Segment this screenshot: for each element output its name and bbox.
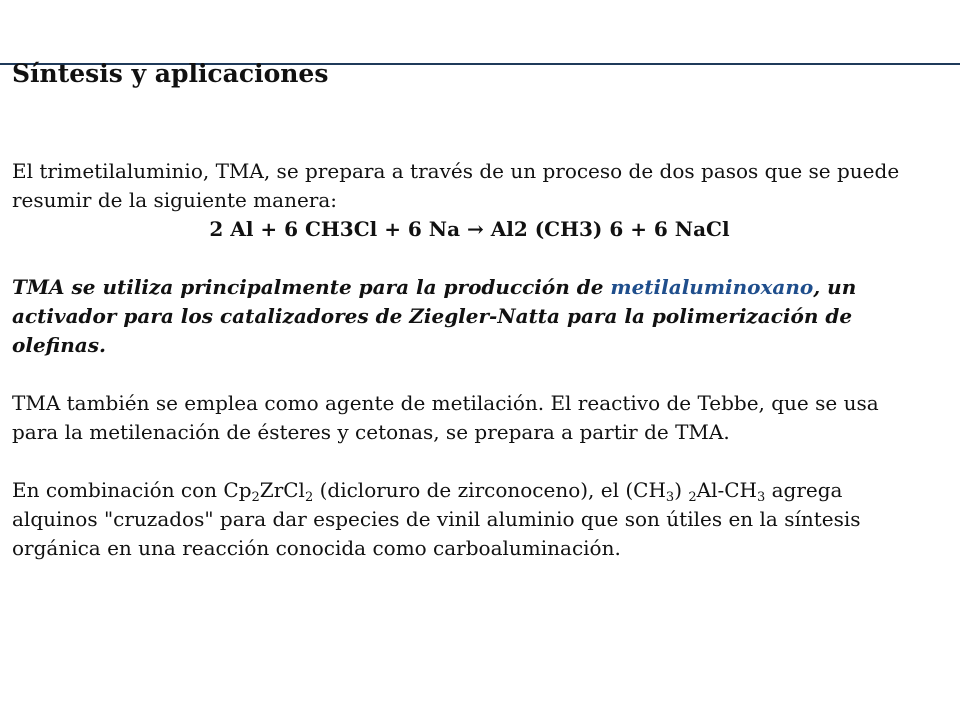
text-segment: ZrCl — [259, 478, 305, 502]
usage-text-before: TMA se utiliza principalmente para la producción de — [12, 275, 611, 299]
subscript: 3 — [756, 490, 766, 505]
slide-body — [12, 157, 927, 563]
text-segment: En combinación con Cp — [12, 478, 252, 502]
carboalumination-paragraph — [12, 476, 927, 563]
subscript: 3 — [665, 490, 675, 505]
intro-paragraph: El trimetilaluminio, TMA, se prepara a través de un proceso de dos pasos que se puede resumir de la siguiente manera: — [12, 159, 900, 212]
text-segment: agrega alquinos "cruzados" para dar especies de vinil aluminio que son útiles en la síntesis orgánica en una reacción conocida como carboaluminación. — [12, 478, 861, 560]
spacer — [12, 244, 927, 273]
text-segment: (dicloruro de zirconoceno), el (CH — [313, 478, 666, 502]
usage-text-after: , un activador para los catalizadores de Ziegler-Natta para la polimerización de olefinas. — [12, 275, 857, 357]
slide-title: Síntesis y aplicaciones — [12, 59, 329, 88]
subscript: 2 — [688, 490, 697, 505]
reaction-equation: 2 Al + 6 CH3Cl + 6 Na → Al2 (CH3) 6 + 6 NaCl — [209, 217, 730, 241]
spacer — [12, 447, 927, 476]
methylation-paragraph: TMA también se emplea como agente de metilación. El reactivo de Tebbe, que se usa para la metilenación de ésteres y cetonas, se prepara a partir de TMA. — [12, 391, 879, 444]
subscript: 2 — [251, 490, 260, 505]
metilaluminoxano-link[interactable]: metilaluminoxano — [610, 275, 814, 299]
usage-paragraph — [12, 273, 927, 360]
spacer — [12, 360, 927, 389]
text-segment: ) — [674, 478, 689, 502]
text-segment: Al-CH — [696, 478, 757, 502]
subscript: 2 — [304, 490, 314, 505]
